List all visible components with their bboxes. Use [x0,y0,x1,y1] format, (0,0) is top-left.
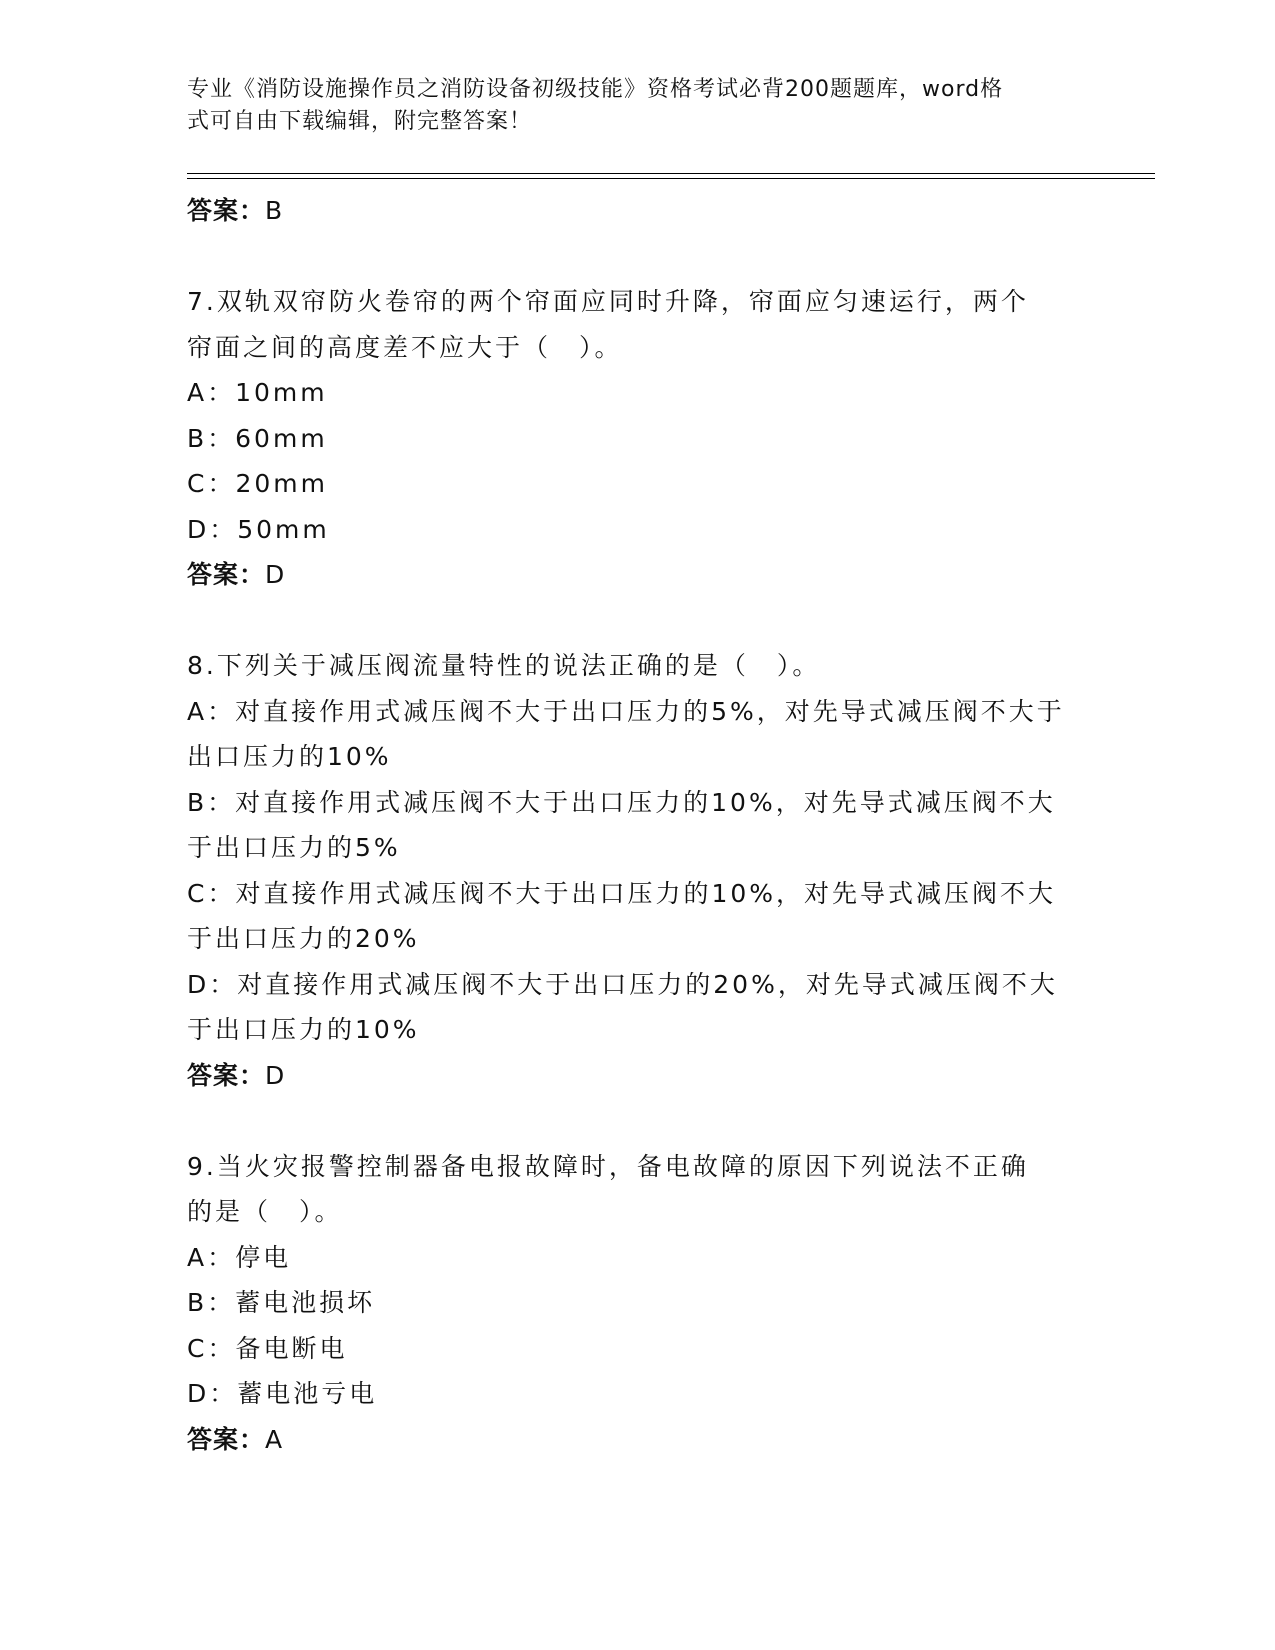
option-c: C：备电断电 [187,1333,348,1363]
question-stem-line: 8.下列关于减压阀流量特性的说法正确的是（ ）。 [187,651,821,680]
option-d: D：蓄电池亏电 [187,1379,378,1408]
question-stem-line: 7.双轨双帘防火卷帘的两个帘面应同时升降，帘面应匀速运行，两个 [187,287,1029,316]
answer-line [187,188,1087,234]
answer-line [187,1417,1087,1463]
option-a: A：10mm [187,378,328,407]
question-stem-line: 帘面之间的高度差不应大于（ ）。 [187,332,623,362]
option-c: C：对直接作用式减压阀不大于出口压力的10%，对先导式减压阀不大 [187,878,1057,908]
option-c: C：20mm [187,469,328,498]
option-b: B：蓄电池损坏 [187,1288,376,1317]
header-line-1: 专业《消防设施操作员之消防设备初级技能》资格考试必背200题题库，word格 [187,77,1004,102]
option-d-continued: 于出口压力的10% [187,1015,420,1044]
option-a-continued: 出口压力的10% [187,742,392,771]
answer-value: B [265,196,284,225]
answer-line [187,552,1087,598]
question-list [187,188,1087,1462]
question-block [187,643,1087,1098]
option-d: D：对直接作用式减压阀不大于出口压力的20%，对先导式减压阀不大 [187,969,1058,999]
header-rule-top [187,173,1155,174]
answer-label: 答案： [187,1060,266,1090]
answer-value: D [265,560,286,589]
answer-line [187,1053,1087,1099]
option-a: A：停电 [187,1242,292,1272]
answer-value: A [265,1424,284,1454]
answer-label: 答案： [187,196,266,225]
question-stem-line: 的是（ ）。 [187,1197,343,1226]
option-a: A：对直接作用式减压阀不大于出口压力的5%，对先导式减压阀不大于 [187,696,1065,726]
answer-label: 答案： [187,1424,266,1454]
option-b: B：对直接作用式减压阀不大于出口压力的10%，对先导式减压阀不大 [187,787,1056,817]
option-b-continued: 于出口压力的5% [187,833,401,862]
header-rule-bottom [187,178,1155,179]
question-stem-line: 9.当火灾报警控制器备电报故障时，备电故障的原因下列说法不正确 [187,1151,1029,1181]
option-c-continued: 于出口压力的20% [187,924,420,953]
question-block [187,1144,1087,1463]
option-b: B：60mm [187,423,328,453]
question-block [187,279,1087,598]
answer-label: 答案： [187,560,266,589]
document-header [187,74,1067,138]
header-line-2: 式可自由下载编辑，附完整答案！ [187,109,533,134]
answer-value: D [265,1060,286,1090]
option-d: D：50mm [187,514,330,544]
